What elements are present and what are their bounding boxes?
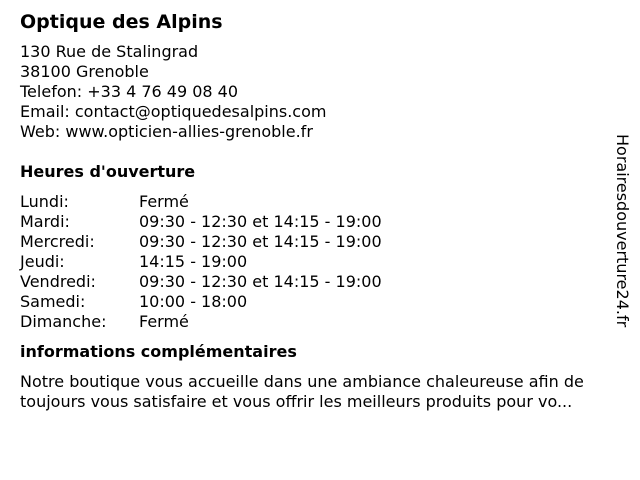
hours-day: Samedi: <box>20 292 86 311</box>
hours-row-saturday <box>20 292 620 312</box>
hours-row-monday <box>20 192 620 212</box>
hours-day: Mardi: <box>20 212 70 231</box>
hours-time: 10:00 - 18:00 <box>139 292 248 311</box>
hours-day: Jeudi: <box>20 252 65 271</box>
site-watermark <box>612 134 632 344</box>
hours-time: Fermé <box>139 312 189 331</box>
hours-day: Lundi: <box>20 192 69 211</box>
info-title: informations complémentaires <box>20 342 297 361</box>
hours-time: 09:30 - 12:30 et 14:15 - 19:00 <box>139 272 382 291</box>
info-description <box>20 372 630 412</box>
hours-row-wednesday <box>20 232 620 252</box>
hours-table <box>20 192 620 332</box>
hours-title: Heures d'ouverture <box>20 162 196 181</box>
hours-day: Dimanche: <box>20 312 107 331</box>
address-city: 38100 Grenoble <box>20 62 149 81</box>
hours-day: Vendredi: <box>20 272 96 291</box>
website: Web: www.opticien-allies-grenoble.fr <box>20 122 313 141</box>
hours-row-tuesday <box>20 212 620 232</box>
address-street: 130 Rue de Stalingrad <box>20 42 199 61</box>
hours-time: 14:15 - 19:00 <box>139 252 248 271</box>
store-name: Optique des Alpins <box>20 11 223 33</box>
watermark-text: Horairesdouverture24.fr <box>613 134 632 328</box>
email-address: Email: contact@optiquedesalpins.com <box>20 102 327 121</box>
hours-row-sunday <box>20 312 620 332</box>
contact-block <box>20 42 620 142</box>
hours-time: 09:30 - 12:30 et 14:15 - 19:00 <box>139 232 382 251</box>
hours-time: 09:30 - 12:30 et 14:15 - 19:00 <box>139 212 382 231</box>
hours-time: Fermé <box>139 192 189 211</box>
hours-row-friday <box>20 272 620 292</box>
info-line: Notre boutique vous accueille dans une ambiance chaleureuse afin de <box>20 372 584 391</box>
store-card <box>20 10 620 412</box>
info-line: toujours vous satisfaire et vous offrir les meilleurs produits pour vo... <box>20 392 573 411</box>
hours-row-thursday <box>20 252 620 272</box>
phone-number: Telefon: +33 4 76 49 08 40 <box>20 82 239 101</box>
hours-day: Mercredi: <box>20 232 95 251</box>
